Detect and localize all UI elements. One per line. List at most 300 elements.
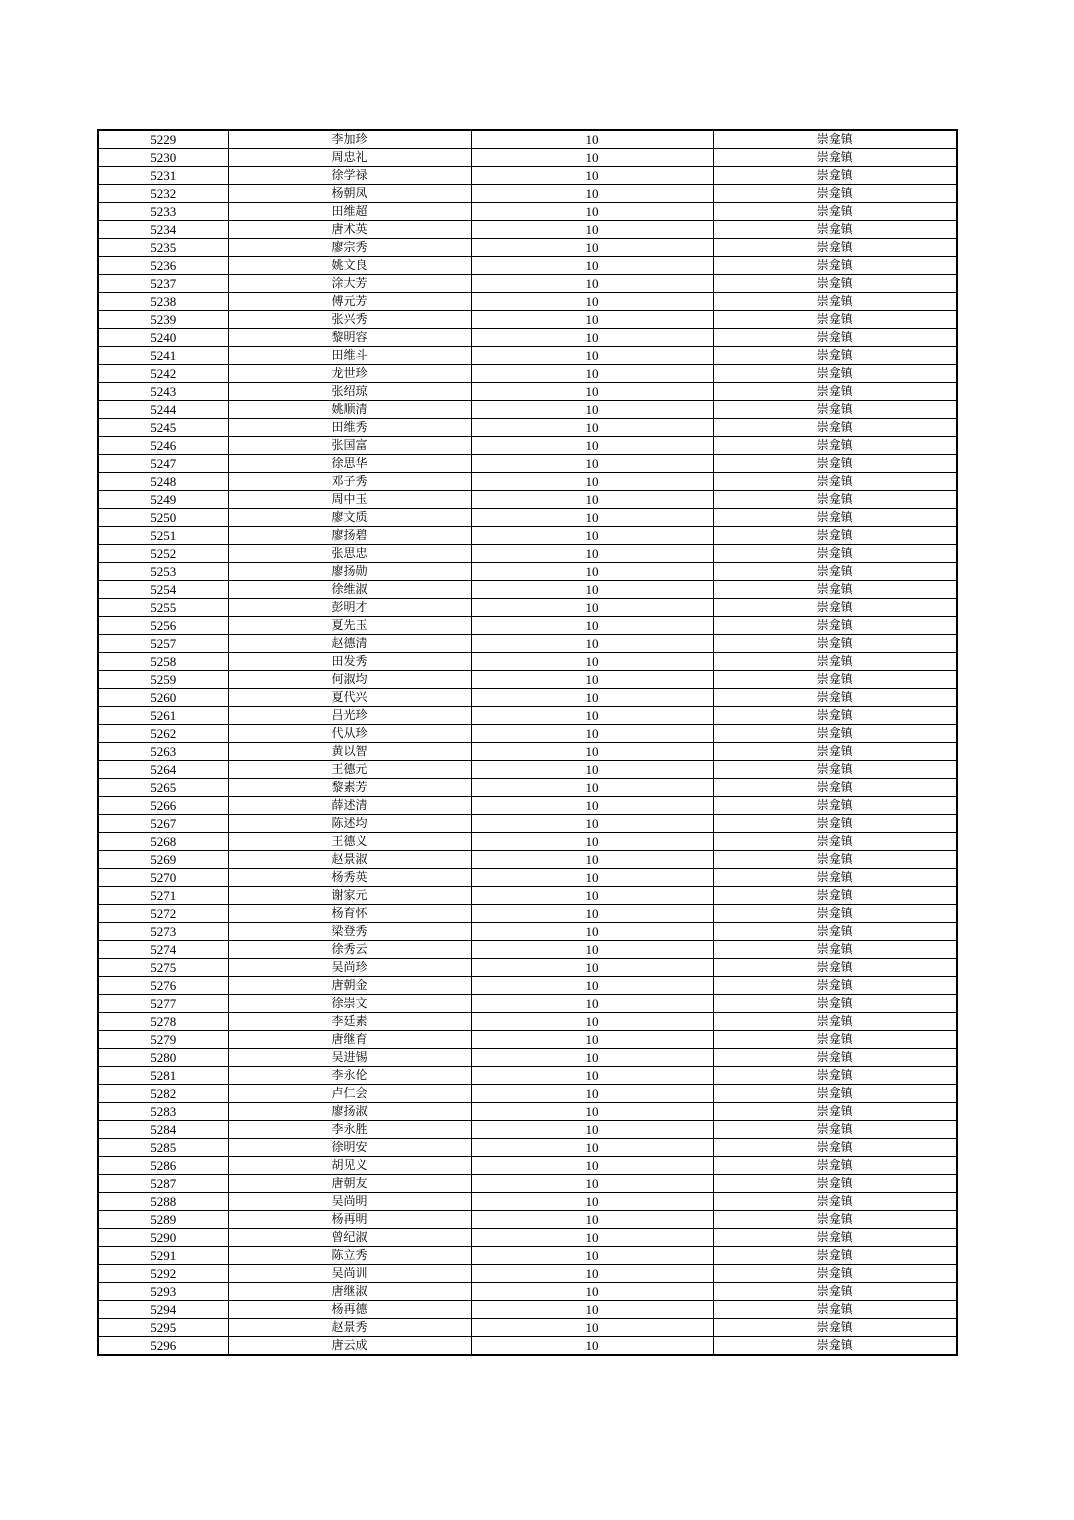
table-row	[98, 1085, 957, 1103]
amount-cell: 10	[471, 509, 713, 527]
amount-cell: 10	[471, 473, 713, 491]
town-cell: 崇龛镇	[713, 185, 957, 203]
row-number-cell: 5289	[98, 1211, 228, 1229]
name-cell: 田维秀	[228, 419, 471, 437]
table-row	[98, 365, 957, 383]
row-number-cell: 5266	[98, 797, 228, 815]
name-cell: 夏先玉	[228, 617, 471, 635]
amount-cell: 10	[471, 455, 713, 473]
table-row	[98, 545, 957, 563]
amount-cell: 10	[471, 437, 713, 455]
name-cell: 周忠礼	[228, 149, 471, 167]
name-cell: 李廷素	[228, 1013, 471, 1031]
name-cell: 赵景秀	[228, 1319, 471, 1337]
row-number-cell: 5251	[98, 527, 228, 545]
name-cell: 徐秀云	[228, 941, 471, 959]
town-cell: 崇龛镇	[713, 437, 957, 455]
name-cell: 谢家元	[228, 887, 471, 905]
amount-cell: 10	[471, 905, 713, 923]
row-number-cell: 5242	[98, 365, 228, 383]
amount-cell: 10	[471, 1319, 713, 1337]
town-cell: 崇龛镇	[713, 1049, 957, 1067]
row-number-cell: 5286	[98, 1157, 228, 1175]
name-cell: 赵景淑	[228, 851, 471, 869]
table-row	[98, 509, 957, 527]
town-cell: 崇龛镇	[713, 743, 957, 761]
amount-cell: 10	[471, 1211, 713, 1229]
name-cell: 杨再明	[228, 1211, 471, 1229]
name-cell: 王德元	[228, 761, 471, 779]
amount-cell: 10	[471, 563, 713, 581]
town-cell: 崇龛镇	[713, 1121, 957, 1139]
row-number-cell: 5256	[98, 617, 228, 635]
row-number-cell: 5294	[98, 1301, 228, 1319]
town-cell: 崇龛镇	[713, 1247, 957, 1265]
table-row	[98, 401, 957, 419]
row-number-cell: 5231	[98, 167, 228, 185]
table-row	[98, 689, 957, 707]
amount-cell: 10	[471, 1085, 713, 1103]
town-cell: 崇龛镇	[713, 977, 957, 995]
name-cell: 龙世珍	[228, 365, 471, 383]
row-number-cell: 5252	[98, 545, 228, 563]
row-number-cell: 5283	[98, 1103, 228, 1121]
table-row	[98, 1139, 957, 1157]
amount-cell: 10	[471, 167, 713, 185]
name-cell: 廖扬淑	[228, 1103, 471, 1121]
town-cell: 崇龛镇	[713, 130, 957, 149]
amount-cell: 10	[471, 1247, 713, 1265]
town-cell: 崇龛镇	[713, 1319, 957, 1337]
name-cell: 卢仁会	[228, 1085, 471, 1103]
name-cell: 姚顺清	[228, 401, 471, 419]
name-cell: 廖宗秀	[228, 239, 471, 257]
amount-cell: 10	[471, 1175, 713, 1193]
name-cell: 田维超	[228, 203, 471, 221]
row-number-cell: 5264	[98, 761, 228, 779]
row-number-cell: 5259	[98, 671, 228, 689]
name-cell: 黎明容	[228, 329, 471, 347]
table-row	[98, 311, 957, 329]
table-row	[98, 941, 957, 959]
table-row	[98, 653, 957, 671]
name-cell: 李永胜	[228, 1121, 471, 1139]
town-cell: 崇龛镇	[713, 725, 957, 743]
table-row	[98, 275, 957, 293]
town-cell: 崇龛镇	[713, 1013, 957, 1031]
name-cell: 吴尚珍	[228, 959, 471, 977]
table-row	[98, 977, 957, 995]
town-cell: 崇龛镇	[713, 509, 957, 527]
amount-cell: 10	[471, 635, 713, 653]
amount-cell: 10	[471, 239, 713, 257]
name-cell: 吴尚训	[228, 1265, 471, 1283]
amount-cell: 10	[471, 995, 713, 1013]
town-cell: 崇龛镇	[713, 293, 957, 311]
amount-cell: 10	[471, 941, 713, 959]
name-cell: 何淑均	[228, 671, 471, 689]
amount-cell: 10	[471, 977, 713, 995]
town-cell: 崇龛镇	[713, 707, 957, 725]
town-cell: 崇龛镇	[713, 689, 957, 707]
name-cell: 胡见义	[228, 1157, 471, 1175]
row-number-cell: 5238	[98, 293, 228, 311]
amount-cell: 10	[471, 401, 713, 419]
town-cell: 崇龛镇	[713, 563, 957, 581]
town-cell: 崇龛镇	[713, 779, 957, 797]
table-row	[98, 1031, 957, 1049]
town-cell: 崇龛镇	[713, 833, 957, 851]
amount-cell: 10	[471, 1103, 713, 1121]
name-cell: 陈立秀	[228, 1247, 471, 1265]
name-cell: 薛述清	[228, 797, 471, 815]
table-row	[98, 1337, 957, 1356]
amount-cell: 10	[471, 815, 713, 833]
row-number-cell: 5233	[98, 203, 228, 221]
row-number-cell: 5262	[98, 725, 228, 743]
table-row	[98, 1013, 957, 1031]
name-cell: 黎素芳	[228, 779, 471, 797]
table-row	[98, 1175, 957, 1193]
row-number-cell: 5245	[98, 419, 228, 437]
row-number-cell: 5247	[98, 455, 228, 473]
town-cell: 崇龛镇	[713, 275, 957, 293]
town-cell: 崇龛镇	[713, 329, 957, 347]
table-row	[98, 491, 957, 509]
row-number-cell: 5234	[98, 221, 228, 239]
town-cell: 崇龛镇	[713, 671, 957, 689]
amount-cell: 10	[471, 671, 713, 689]
town-cell: 崇龛镇	[713, 887, 957, 905]
town-cell: 崇龛镇	[713, 311, 957, 329]
town-cell: 崇龛镇	[713, 221, 957, 239]
table-row	[98, 563, 957, 581]
town-cell: 崇龛镇	[713, 1085, 957, 1103]
amount-cell: 10	[471, 581, 713, 599]
table-row	[98, 1247, 957, 1265]
amount-cell: 10	[471, 221, 713, 239]
table-row	[98, 797, 957, 815]
amount-cell: 10	[471, 761, 713, 779]
amount-cell: 10	[471, 1229, 713, 1247]
amount-cell: 10	[471, 1139, 713, 1157]
name-cell: 杨秀英	[228, 869, 471, 887]
name-cell: 周中玉	[228, 491, 471, 509]
row-number-cell: 5291	[98, 1247, 228, 1265]
amount-cell: 10	[471, 1031, 713, 1049]
table-row	[98, 635, 957, 653]
town-cell: 崇龛镇	[713, 1337, 957, 1356]
name-cell: 杨朝凤	[228, 185, 471, 203]
row-number-cell: 5282	[98, 1085, 228, 1103]
amount-cell: 10	[471, 1049, 713, 1067]
town-cell: 崇龛镇	[713, 851, 957, 869]
town-cell: 崇龛镇	[713, 653, 957, 671]
amount-cell: 10	[471, 1067, 713, 1085]
name-cell: 曾纪淑	[228, 1229, 471, 1247]
amount-cell: 10	[471, 130, 713, 149]
row-number-cell: 5288	[98, 1193, 228, 1211]
town-cell: 崇龛镇	[713, 347, 957, 365]
row-number-cell: 5240	[98, 329, 228, 347]
name-cell: 彭明才	[228, 599, 471, 617]
amount-cell: 10	[471, 383, 713, 401]
row-number-cell: 5254	[98, 581, 228, 599]
table-row	[98, 203, 957, 221]
amount-cell: 10	[471, 203, 713, 221]
table-row	[98, 1229, 957, 1247]
amount-cell: 10	[471, 1121, 713, 1139]
amount-cell: 10	[471, 1283, 713, 1301]
name-cell: 徐维淑	[228, 581, 471, 599]
row-number-cell: 5248	[98, 473, 228, 491]
name-cell: 唐朝金	[228, 977, 471, 995]
amount-cell: 10	[471, 869, 713, 887]
name-cell: 邓子秀	[228, 473, 471, 491]
row-number-cell: 5235	[98, 239, 228, 257]
row-number-cell: 5270	[98, 869, 228, 887]
row-number-cell: 5241	[98, 347, 228, 365]
row-number-cell: 5285	[98, 1139, 228, 1157]
table-row	[98, 869, 957, 887]
amount-cell: 10	[471, 689, 713, 707]
amount-cell: 10	[471, 329, 713, 347]
row-number-cell: 5277	[98, 995, 228, 1013]
town-cell: 崇龛镇	[713, 239, 957, 257]
table-row	[98, 959, 957, 977]
row-number-cell: 5278	[98, 1013, 228, 1031]
town-cell: 崇龛镇	[713, 1175, 957, 1193]
row-number-cell: 5295	[98, 1319, 228, 1337]
table-row	[98, 329, 957, 347]
row-number-cell: 5271	[98, 887, 228, 905]
name-cell: 吴尚明	[228, 1193, 471, 1211]
row-number-cell: 5275	[98, 959, 228, 977]
name-cell: 田发秀	[228, 653, 471, 671]
row-number-cell: 5276	[98, 977, 228, 995]
amount-cell: 10	[471, 1193, 713, 1211]
town-cell: 崇龛镇	[713, 1301, 957, 1319]
name-cell: 涂大芳	[228, 275, 471, 293]
row-number-cell: 5261	[98, 707, 228, 725]
name-cell: 李加珍	[228, 130, 471, 149]
town-cell: 崇龛镇	[713, 959, 957, 977]
town-cell: 崇龛镇	[713, 905, 957, 923]
amount-cell: 10	[471, 149, 713, 167]
row-number-cell: 5279	[98, 1031, 228, 1049]
row-number-cell: 5293	[98, 1283, 228, 1301]
amount-cell: 10	[471, 419, 713, 437]
name-cell: 张兴秀	[228, 311, 471, 329]
amount-cell: 10	[471, 365, 713, 383]
table-row	[98, 923, 957, 941]
table-row	[98, 761, 957, 779]
table-row	[98, 833, 957, 851]
town-cell: 崇龛镇	[713, 941, 957, 959]
town-cell: 崇龛镇	[713, 995, 957, 1013]
town-cell: 崇龛镇	[713, 797, 957, 815]
town-cell: 崇龛镇	[713, 545, 957, 563]
amount-cell: 10	[471, 599, 713, 617]
name-cell: 李永伦	[228, 1067, 471, 1085]
name-cell: 唐继淑	[228, 1283, 471, 1301]
town-cell: 崇龛镇	[713, 1031, 957, 1049]
town-cell: 崇龛镇	[713, 1211, 957, 1229]
row-number-cell: 5263	[98, 743, 228, 761]
amount-cell: 10	[471, 653, 713, 671]
table-row	[98, 527, 957, 545]
name-cell: 赵德清	[228, 635, 471, 653]
table-row	[98, 851, 957, 869]
amount-cell: 10	[471, 347, 713, 365]
town-cell: 崇龛镇	[713, 257, 957, 275]
table-row	[98, 239, 957, 257]
table-row	[98, 581, 957, 599]
town-cell: 崇龛镇	[713, 473, 957, 491]
town-cell: 崇龛镇	[713, 617, 957, 635]
row-number-cell: 5258	[98, 653, 228, 671]
name-cell: 傅元芳	[228, 293, 471, 311]
amount-cell: 10	[471, 527, 713, 545]
table-row	[98, 1067, 957, 1085]
name-cell: 田维斗	[228, 347, 471, 365]
amount-cell: 10	[471, 617, 713, 635]
row-number-cell: 5236	[98, 257, 228, 275]
name-cell: 梁登秀	[228, 923, 471, 941]
town-cell: 崇龛镇	[713, 401, 957, 419]
name-cell: 陈述均	[228, 815, 471, 833]
name-cell: 徐崇文	[228, 995, 471, 1013]
roster-table-body	[98, 130, 957, 1355]
town-cell: 崇龛镇	[713, 203, 957, 221]
name-cell: 杨育怀	[228, 905, 471, 923]
amount-cell: 10	[471, 833, 713, 851]
row-number-cell: 5268	[98, 833, 228, 851]
town-cell: 崇龛镇	[713, 1103, 957, 1121]
name-cell: 代从珍	[228, 725, 471, 743]
row-number-cell: 5273	[98, 923, 228, 941]
amount-cell: 10	[471, 185, 713, 203]
amount-cell: 10	[471, 545, 713, 563]
row-number-cell: 5230	[98, 149, 228, 167]
table-row	[98, 130, 957, 149]
name-cell: 徐思华	[228, 455, 471, 473]
name-cell: 吕光珍	[228, 707, 471, 725]
amount-cell: 10	[471, 797, 713, 815]
name-cell: 张国富	[228, 437, 471, 455]
table-row	[98, 419, 957, 437]
amount-cell: 10	[471, 1337, 713, 1356]
amount-cell: 10	[471, 1301, 713, 1319]
table-row	[98, 221, 957, 239]
row-number-cell: 5267	[98, 815, 228, 833]
table-row	[98, 671, 957, 689]
town-cell: 崇龛镇	[713, 383, 957, 401]
amount-cell: 10	[471, 491, 713, 509]
table-row	[98, 1157, 957, 1175]
amount-cell: 10	[471, 293, 713, 311]
town-cell: 崇龛镇	[713, 1193, 957, 1211]
amount-cell: 10	[471, 887, 713, 905]
name-cell: 杨再德	[228, 1301, 471, 1319]
row-number-cell: 5284	[98, 1121, 228, 1139]
row-number-cell: 5249	[98, 491, 228, 509]
table-row	[98, 725, 957, 743]
town-cell: 崇龛镇	[713, 491, 957, 509]
table-row	[98, 905, 957, 923]
table-row	[98, 815, 957, 833]
row-number-cell: 5239	[98, 311, 228, 329]
row-number-cell: 5296	[98, 1337, 228, 1356]
amount-cell: 10	[471, 1157, 713, 1175]
name-cell: 廖扬勋	[228, 563, 471, 581]
row-number-cell: 5253	[98, 563, 228, 581]
name-cell: 王德义	[228, 833, 471, 851]
row-number-cell: 5237	[98, 275, 228, 293]
town-cell: 崇龛镇	[713, 1283, 957, 1301]
table-row	[98, 149, 957, 167]
table-row	[98, 995, 957, 1013]
row-number-cell: 5274	[98, 941, 228, 959]
name-cell: 黄以智	[228, 743, 471, 761]
row-number-cell: 5260	[98, 689, 228, 707]
table-row	[98, 455, 957, 473]
row-number-cell: 5269	[98, 851, 228, 869]
row-number-cell: 5281	[98, 1067, 228, 1085]
table-row	[98, 257, 957, 275]
row-number-cell: 5255	[98, 599, 228, 617]
amount-cell: 10	[471, 851, 713, 869]
row-number-cell: 5229	[98, 130, 228, 149]
row-number-cell: 5250	[98, 509, 228, 527]
name-cell: 廖文质	[228, 509, 471, 527]
row-number-cell: 5265	[98, 779, 228, 797]
table-row	[98, 347, 957, 365]
amount-cell: 10	[471, 1265, 713, 1283]
name-cell: 吴进锡	[228, 1049, 471, 1067]
amount-cell: 10	[471, 275, 713, 293]
row-number-cell: 5290	[98, 1229, 228, 1247]
table-row	[98, 1211, 957, 1229]
row-number-cell: 5244	[98, 401, 228, 419]
amount-cell: 10	[471, 959, 713, 977]
name-cell: 唐朝友	[228, 1175, 471, 1193]
amount-cell: 10	[471, 725, 713, 743]
town-cell: 崇龛镇	[713, 1139, 957, 1157]
amount-cell: 10	[471, 257, 713, 275]
table-row	[98, 167, 957, 185]
town-cell: 崇龛镇	[713, 455, 957, 473]
table-row	[98, 383, 957, 401]
town-cell: 崇龛镇	[713, 1265, 957, 1283]
table-row	[98, 779, 957, 797]
table-row	[98, 707, 957, 725]
town-cell: 崇龛镇	[713, 635, 957, 653]
row-number-cell: 5292	[98, 1265, 228, 1283]
table-row	[98, 473, 957, 491]
table-row	[98, 437, 957, 455]
row-number-cell: 5272	[98, 905, 228, 923]
row-number-cell: 5246	[98, 437, 228, 455]
table-row	[98, 1103, 957, 1121]
town-cell: 崇龛镇	[713, 581, 957, 599]
row-number-cell: 5243	[98, 383, 228, 401]
name-cell: 夏代兴	[228, 689, 471, 707]
town-cell: 崇龛镇	[713, 869, 957, 887]
row-number-cell: 5287	[98, 1175, 228, 1193]
name-cell: 张思忠	[228, 545, 471, 563]
town-cell: 崇龛镇	[713, 1067, 957, 1085]
